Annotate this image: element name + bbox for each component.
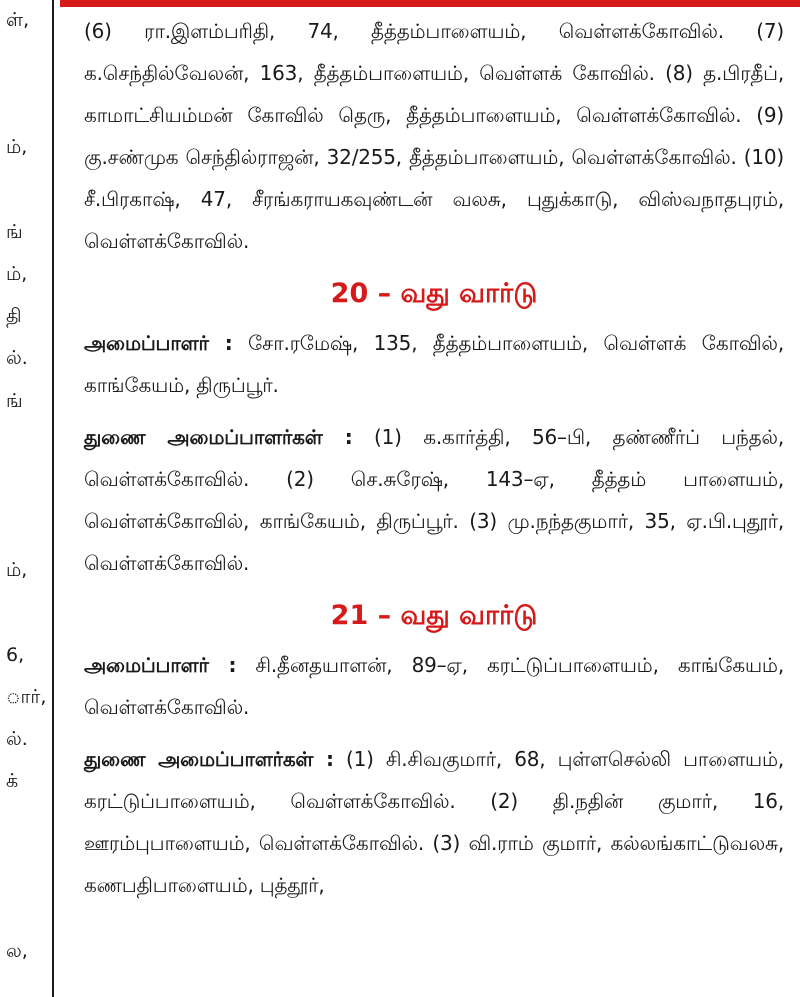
- organizer-label: அமைப்பாளர் :: [84, 653, 237, 677]
- column-fragment: ங்: [6, 220, 23, 243]
- column-fragment: ல,: [6, 939, 28, 962]
- adjacent-column-fragments: [0, 0, 52, 997]
- deputies-label: துணை அமைப்பாளர்கள் :: [84, 747, 334, 771]
- organizer-label: அமைப்பாளர் :: [84, 331, 233, 355]
- top-accent-bar: [60, 0, 800, 7]
- ward-21-heading: 21 – வது வார்டு: [330, 600, 538, 631]
- column-fragment: ம்,: [6, 262, 28, 285]
- column-fragment: ள்,: [6, 9, 30, 31]
- column-fragment: ம்,: [6, 135, 28, 158]
- column-divider: [52, 0, 54, 997]
- deputies-label: துணை அமைப்பாளர்கள் :: [84, 425, 353, 449]
- organizer-details: சி.தீனதயாளன், 89–ஏ, கரட்டுப்பாளையம், காங்கேயம், வெள்ளக்கோவில்.: [84, 653, 784, 719]
- ward-21-deputies: [84, 738, 784, 906]
- column-fragment: க்: [6, 770, 19, 793]
- column-fragment: ல்.: [6, 347, 28, 370]
- column-fragment: தி: [6, 305, 22, 328]
- ward-20-deputies: [84, 416, 784, 584]
- column-fragment: ம்,: [6, 558, 28, 581]
- ward-20-heading: 20 – வது வார்டு: [330, 278, 538, 309]
- organizer-details: சோ.ரமேஷ், 135, தீத்தம்பாளையம், வெள்ளக் கோவில், காங்கேயம், திருப்பூர்.: [84, 331, 784, 397]
- member-list-continuation: (6) ரா.இளம்பரிதி, 74, தீத்தம்பாளையம், வெள்ளக்கோவில். (7) க.செந்தில்வேலன், 163, தீத்தம்பாளையம், வெள்ளக் கோவில். (8) த.பிரதீப், காமாட்சியம்மன் கோவில் தெரு, தீத்தம்பாளையம், வெள்ளக்கோவில். (9) கு.சண்முக செந்தில்ராஜன், 32/255, தீத்தம்பாளையம், வெள்ளக்கோவில். (10) சீ.பிரகாஷ், 47, சீரங்கராயகவுண்டன் வலசு, புதுக்காடு, விஸ்வநாதபுரம், வெள்ளக்கோவில்.: [84, 19, 784, 253]
- deputies-details: (1) க.கார்த்தி, 56–பி, தண்ணீர்ப் பந்தல், வெள்ளக்கோவில். (2) செ.சுரேஷ், 143–ஏ, தீத்தம் பாளையம், வெள்ளக்கோவில், காங்கேயம், திருப்பூர். (3) மு.நந்தகுமார், 35, ஏ.பி.புதூர், வெள்ளக்கோவில்.: [84, 425, 784, 575]
- ward-20-organizer: [84, 322, 784, 406]
- ward-21-organizer: [84, 644, 784, 728]
- column-fragment: 6,: [6, 643, 25, 666]
- column-fragment: ங்: [6, 389, 23, 412]
- deputies-details: (1) சி.சிவகுமார், 68, புள்ளசெல்லி பாளையம், கரட்டுப்பாளையம், வெள்ளக்கோவில். (2) தி.நதின் குமார், 16, ஊரம்புபாளையம், வெள்ளக்கோவில். (3) வி.ராம் குமார், கல்லங்காட்டுவலசு, கணபதிபாளையம், புத்தூர்,: [84, 747, 784, 897]
- column-fragment: ார்,: [6, 685, 47, 708]
- column-fragment: ல்.: [6, 728, 28, 751]
- main-article-column: [84, 10, 784, 916]
